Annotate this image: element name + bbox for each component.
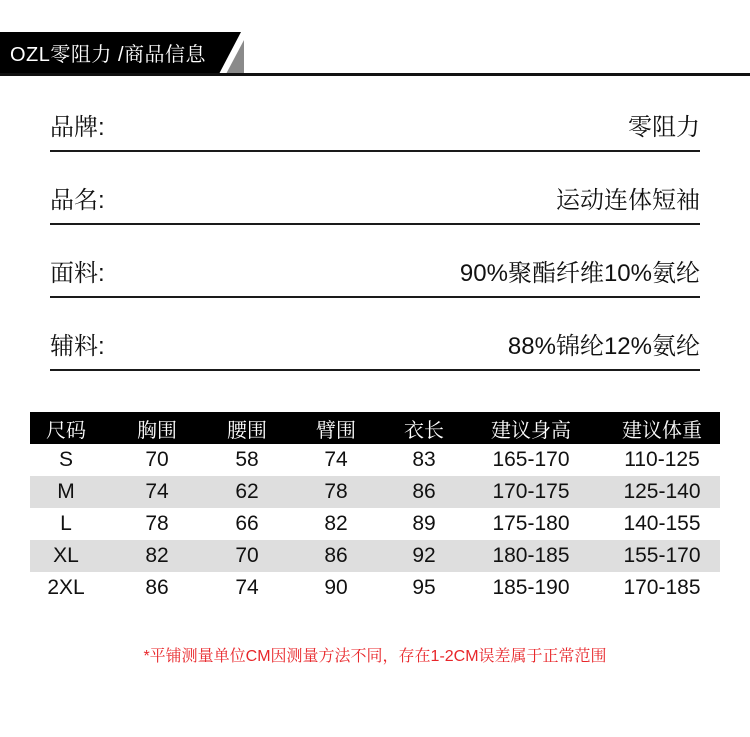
header-title: OZL零阻力 /商品信息: [10, 44, 207, 66]
info-value: 零阻力: [628, 114, 700, 141]
info-row-lining: [50, 298, 700, 371]
size-table-cell: XL: [30, 540, 102, 572]
size-table-cell: L: [60, 512, 72, 535]
size-table-cell: 86: [390, 476, 458, 508]
info-value: 88%锦纶12%氨纶: [507, 333, 700, 360]
size-table-cell: 86: [145, 576, 169, 599]
info-label: 品名:: [50, 187, 105, 214]
info-value: 运动连体短袖: [556, 187, 700, 214]
size-table-cell: 74: [235, 576, 259, 599]
size-table-cell: 170-175: [458, 476, 604, 508]
size-table-cell: 74: [324, 448, 348, 471]
size-table-row: [30, 572, 720, 604]
size-table-cell: 58: [235, 448, 259, 471]
size-table-cell: 70: [145, 448, 169, 471]
size-table-cell: 86: [282, 540, 390, 572]
size-table-cell: 83: [412, 448, 436, 471]
size-table-cell: 165-170: [492, 448, 570, 471]
size-table-row: [30, 476, 720, 508]
product-info: [50, 79, 700, 371]
info-label: 品牌:: [50, 114, 105, 141]
size-table-cell: 92: [390, 540, 458, 572]
size-table-cell: 95: [412, 576, 436, 599]
size-table-header-cell: 建议身高: [458, 412, 604, 444]
size-table-cell: 62: [212, 476, 282, 508]
size-table-cell: 82: [324, 512, 348, 535]
size-table-cell: 110-125: [624, 448, 700, 471]
size-table-cell: 2XL: [47, 576, 85, 599]
size-table-cell: 185-190: [492, 576, 570, 599]
size-table-cell: 78: [282, 476, 390, 508]
size-table-header-cell: 衣长: [390, 412, 458, 444]
info-row-brand: [50, 79, 700, 152]
size-table-header-cell: 腰围: [212, 412, 282, 444]
size-table-cell: 66: [235, 512, 259, 535]
size-table-cell: 78: [145, 512, 169, 535]
size-table-cell: 89: [412, 512, 436, 535]
size-table-cell: 90: [324, 576, 348, 599]
size-table-header-cell: 建议体重: [604, 412, 720, 444]
size-table-header-row: [30, 412, 720, 444]
size-table-cell: S: [58, 448, 73, 471]
measurement-note: *平铺测量单位CM因测量方法不同，存在1-2CM误差属于正常范围: [143, 648, 607, 665]
size-table-cell: 70: [212, 540, 282, 572]
size-table-row: [30, 444, 720, 476]
size-table-cell: 155-170: [604, 540, 720, 572]
size-table: [30, 412, 720, 604]
info-row-fabric: [50, 225, 700, 298]
size-table-cell: 74: [102, 476, 212, 508]
info-value: 90%聚酯纤维10%氨纶: [459, 260, 700, 287]
header-divider-line: [0, 73, 750, 76]
size-table-cell: 180-185: [458, 540, 604, 572]
size-table-row: [30, 540, 720, 572]
size-table-cell: 175-180: [492, 512, 570, 535]
size-table-cell: M: [30, 476, 102, 508]
info-row-product-name: [50, 152, 700, 225]
size-table-cell: 125-140: [604, 476, 720, 508]
size-table-row: [30, 508, 720, 540]
size-table-header-cell: 臂围: [282, 412, 390, 444]
size-table-cell: 140-155: [623, 512, 701, 535]
size-table-cell: 170-185: [623, 576, 701, 599]
info-label: 辅料:: [50, 333, 105, 360]
size-table-cell: 82: [102, 540, 212, 572]
size-table-header-cell: 尺码: [30, 412, 102, 444]
size-table-header-cell: 胸围: [102, 412, 212, 444]
info-label: 面料:: [50, 260, 105, 287]
